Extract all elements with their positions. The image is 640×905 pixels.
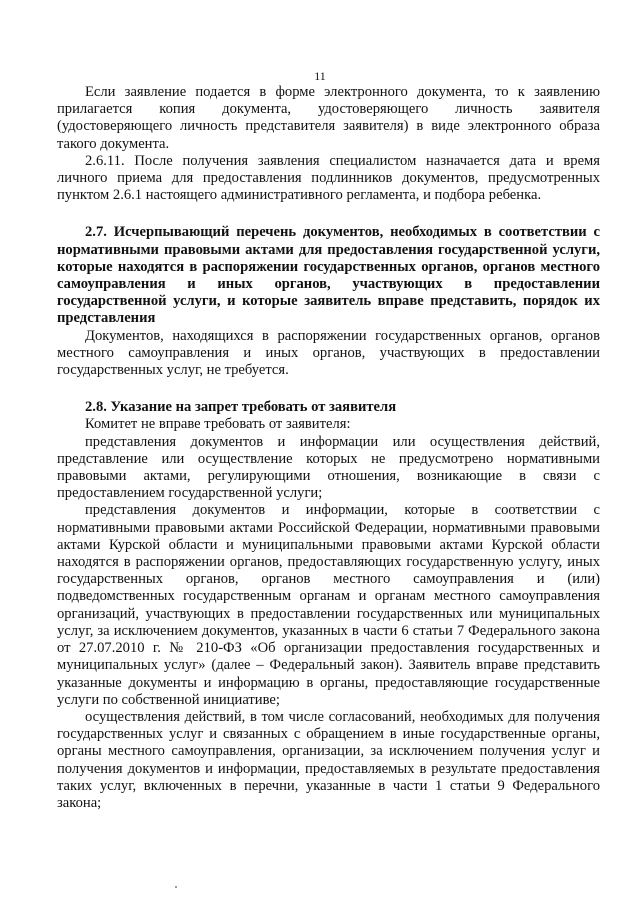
section-heading-2-8: 2.8. Указание на запрет требовать от заявителя: [85, 399, 397, 416]
page-number: 11: [314, 69, 326, 83]
paragraph-committee-not-entitled: Комитет не вправе требовать от заявителя:: [85, 416, 351, 433]
paragraph-electronic-submission: Если заявление подается в форме электронного документа, то к заявлению прилагается копия документа, удостоверяющего личность заявителя (удостоверяющего личность представителя заявителя) в виде электронного образа такого документа.: [57, 84, 600, 152]
list-item-documents-in-possession: представления документов и информации, которые в соответствии с нормативными правовыми актами Российской Федерации, нормативными правовыми актами Курской области и муниципальными правовыми актами Курской области находятся в распоряжении органов, предоставляющих государственную услугу, иных государственных органов, органов местного самоуправления и (или) подведомственных государственным органам и органам местного самоуправления организаций, участвующих в предоставлении государственных или муниципальных услуг, за исключением документов, указанных в части 6 статьи 7 Федерального закона от 27.07.2010 г. № 210-ФЗ «Об организации предоставления государственных и муниципальных услуг» (далее – Федеральный закон). Заявитель вправе представить указанные документы и информацию в органы, предоставляющие государственные услуги по собственной инициативе;: [57, 502, 600, 708]
list-item-documents-not-regulated: представления документов и информации или осуществления действий, представление или осуществление которых не предусмотрено нормативными правовыми актами, регулирующими отношения, возникающие в связи с предоставлением государственной услуги;: [57, 433, 600, 502]
paragraph-2-6-11: 2.6.11. После получения заявления специалистом назначается дата и время личного приема для предоставления подлинников документов, предусмотренных пунктом 2.6.1 настоящего административного регламента, и подбора ребенка.: [57, 152, 600, 204]
section-heading-2-7: 2.7. Исчерпывающий перечень документов, необходимых в соответствии с нормативными правовыми актами для предоставления государственной услуги, которые находятся в распоряжении государственных органов, органов местного самоуправления и иных органов, участвующих в предоставлении государственной услуги, и которые заявитель вправе представить, порядок их представления: [57, 224, 600, 327]
scan-speck: [175, 886, 177, 888]
paragraph-documents-not-required: Документов, находящихся в распоряжении государственных органов, органов местного самоуправления и иных органов, участвующих в предоставлении государственных услуг, не требуется.: [57, 327, 600, 379]
list-item-actions-approvals: осуществления действий, в том числе согласований, необходимых для получения государственных услуг и связанных с обращением в иные государственные органы, органы местного самоуправления, организации, за исключением получения услуг и получения документов и информации, предоставляемых в результате предоставления таких услуг, включенных в перечни, указанные в части 1 статьи 9 Федерального закона;: [57, 708, 600, 811]
document-body: [57, 84, 600, 812]
